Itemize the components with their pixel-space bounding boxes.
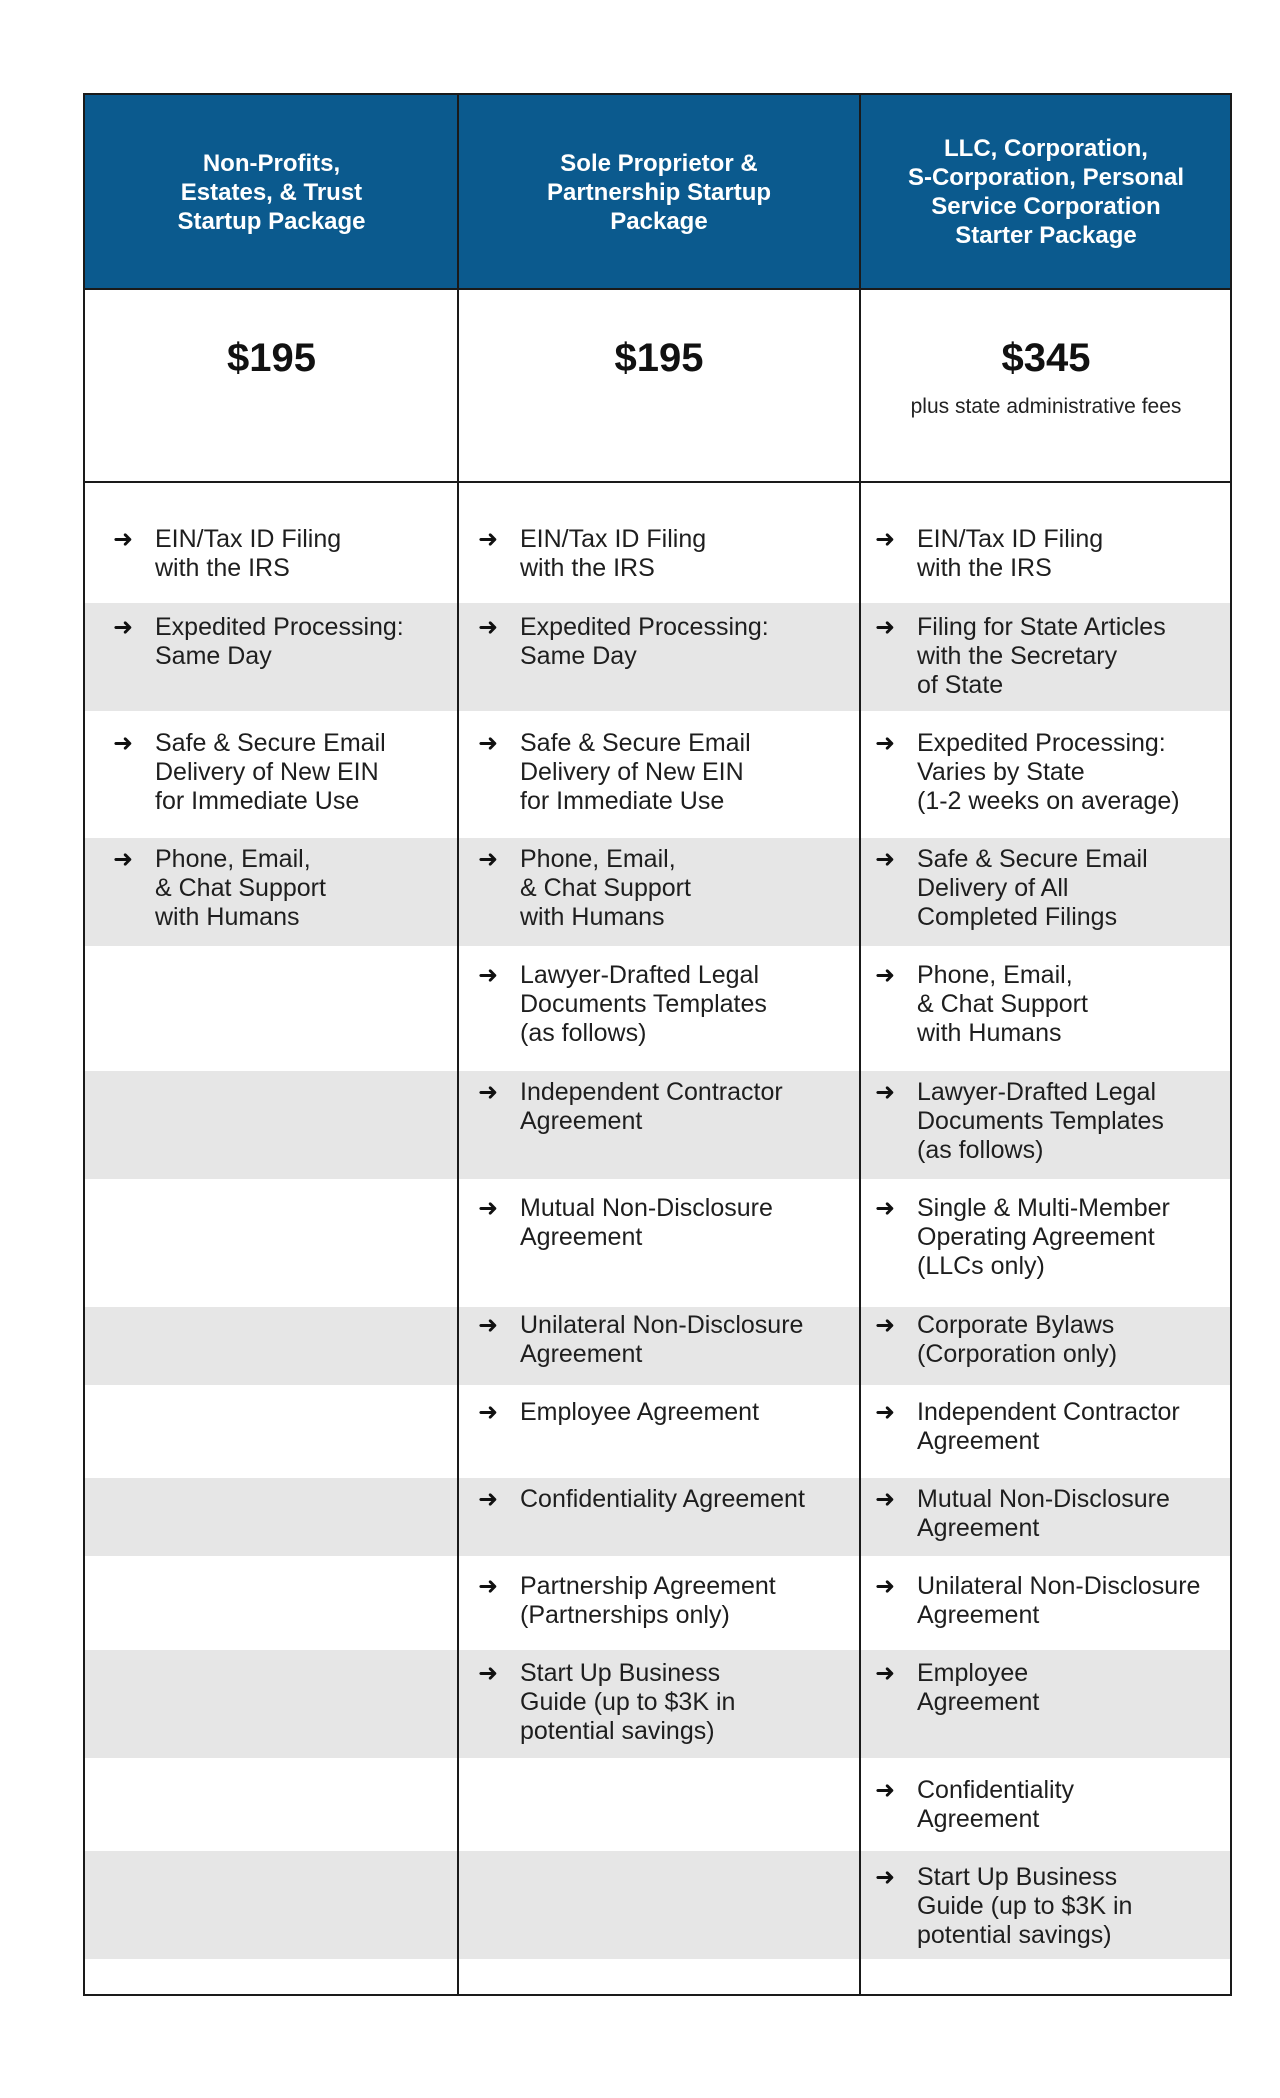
price-nonprofit: $195 <box>227 336 316 380</box>
price-note-state-fees: plus state administrative fees <box>910 395 1182 418</box>
feature-text: Safe & Secure Email Delivery of All Completed Filings <box>917 845 1148 931</box>
feature-text: Expedited Processing: Varies by State (1-2 weeks on average) <box>917 729 1180 815</box>
feature-text: Safe & Secure Email Delivery of New EIN for Immediate Use <box>520 729 751 815</box>
feature-text: Confidentiality Agreement <box>520 1485 805 1513</box>
feature-item <box>113 613 404 671</box>
price-llc-corporation: $345 <box>1001 336 1091 380</box>
arrow-right-icon: ➜ <box>113 526 134 553</box>
feature-text: Safe & Secure Email Delivery of New EIN for Immediate Use <box>155 729 386 815</box>
feature-item <box>875 1194 1170 1281</box>
arrow-right-icon: ➜ <box>478 962 499 989</box>
feature-item <box>875 961 1088 1048</box>
feature-item <box>875 845 1148 932</box>
feature-text: Independent Contractor Agreement <box>917 1398 1180 1455</box>
header-nonprofit-package: Non-Profits, Estates, & Trust Startup Package <box>177 149 366 235</box>
header-llc-corporation-package: LLC, Corporation, S-Corporation, Personal Service Corporation Starter Package <box>907 135 1185 249</box>
price-divider <box>85 481 1230 483</box>
feature-item <box>875 1776 1074 1834</box>
arrow-right-icon: ➜ <box>875 1486 896 1513</box>
feature-item <box>875 1863 1132 1950</box>
pricing-table <box>83 93 1232 1996</box>
feature-item <box>478 961 767 1048</box>
feature-text: EIN/Tax ID Filing with the IRS <box>917 525 1104 582</box>
arrow-right-icon: ➜ <box>875 730 896 757</box>
feature-text: Expedited Processing: Same Day <box>155 613 404 670</box>
header-sole-proprietor-package: Sole Proprietor & Partnership Startup Package <box>546 149 772 235</box>
feature-text: Single & Multi-Member Operating Agreement (LLCs only) <box>917 1194 1170 1280</box>
feature-item <box>875 1078 1164 1165</box>
feature-item <box>113 525 341 583</box>
feature-item <box>478 845 691 932</box>
arrow-right-icon: ➜ <box>875 614 896 641</box>
arrow-right-icon: ➜ <box>478 1195 499 1222</box>
feature-item <box>478 525 706 583</box>
arrow-right-icon: ➜ <box>875 1864 896 1891</box>
feature-text: EIN/Tax ID Filing with the IRS <box>155 525 342 582</box>
feature-item <box>113 845 326 932</box>
arrow-right-icon: ➜ <box>875 1079 896 1106</box>
feature-text: Phone, Email, & Chat Support with Humans <box>917 961 1088 1047</box>
feature-item <box>875 1398 1180 1456</box>
feature-text: EIN/Tax ID Filing with the IRS <box>520 525 707 582</box>
feature-item <box>478 1659 735 1746</box>
arrow-right-icon: ➜ <box>875 1777 896 1804</box>
feature-text: Lawyer-Drafted Legal Documents Templates (as follows) <box>520 961 767 1047</box>
feature-text: Expedited Processing: Same Day <box>520 613 769 670</box>
header-divider <box>85 288 1230 290</box>
arrow-right-icon: ➜ <box>875 526 896 553</box>
arrow-right-icon: ➜ <box>875 1660 896 1687</box>
feature-item <box>478 1572 776 1630</box>
arrow-right-icon: ➜ <box>478 1573 499 1600</box>
arrow-right-icon: ➜ <box>113 730 134 757</box>
feature-item <box>875 1311 1117 1369</box>
feature-text: Independent Contractor Agreement <box>520 1078 783 1135</box>
column-divider <box>859 95 861 1994</box>
arrow-right-icon: ➜ <box>478 614 499 641</box>
feature-text: Corporate Bylaws (Corporation only) <box>917 1311 1118 1368</box>
feature-item <box>875 1659 1039 1717</box>
arrow-right-icon: ➜ <box>875 1573 896 1600</box>
feature-text: Lawyer-Drafted Legal Documents Templates (as follows) <box>917 1078 1164 1164</box>
feature-text: Employee Agreement <box>917 1659 1040 1716</box>
arrow-right-icon: ➜ <box>875 846 896 873</box>
feature-item <box>478 1485 805 1514</box>
feature-item <box>478 1194 773 1252</box>
feature-item <box>478 1311 803 1369</box>
feature-item <box>478 1398 759 1427</box>
feature-item <box>113 729 386 816</box>
column-divider <box>457 95 459 1994</box>
feature-text: Confidentiality Agreement <box>917 1776 1075 1833</box>
price-cell-sole-proprietor <box>458 291 860 481</box>
arrow-right-icon: ➜ <box>478 1486 499 1513</box>
feature-item <box>478 1078 783 1136</box>
arrow-right-icon: ➜ <box>478 1399 499 1426</box>
arrow-right-icon: ➜ <box>875 1399 896 1426</box>
feature-text: Employee Agreement <box>520 1398 760 1426</box>
feature-text: Start Up Business Guide (up to $3K in potential savings) <box>520 1659 736 1745</box>
feature-text: Mutual Non-Disclosure Agreement <box>520 1194 773 1251</box>
price-cell-nonprofit <box>85 291 458 481</box>
arrow-right-icon: ➜ <box>478 846 499 873</box>
feature-text: Phone, Email, & Chat Support with Humans <box>155 845 326 931</box>
feature-text: Filing for State Articles with the Secretary of State <box>917 613 1166 699</box>
feature-item <box>875 613 1166 700</box>
arrow-right-icon: ➜ <box>478 526 499 553</box>
arrow-right-icon: ➜ <box>113 846 134 873</box>
price-sole-proprietor: $195 <box>614 336 704 380</box>
feature-item <box>875 1572 1200 1630</box>
feature-text: Partnership Agreement (Partnerships only) <box>520 1572 776 1629</box>
feature-item <box>478 613 769 671</box>
feature-text: Unilateral Non-Disclosure Agreement <box>520 1311 804 1368</box>
feature-text: Start Up Business Guide (up to $3K in potential savings) <box>917 1863 1133 1949</box>
price-cell-llc-corporation <box>860 291 1232 481</box>
arrow-right-icon: ➜ <box>113 614 134 641</box>
arrow-right-icon: ➜ <box>875 1312 896 1339</box>
feature-item <box>875 1485 1170 1543</box>
feature-item <box>875 525 1103 583</box>
arrow-right-icon: ➜ <box>478 730 499 757</box>
feature-item <box>478 729 751 816</box>
feature-text: Unilateral Non-Disclosure Agreement <box>917 1572 1201 1629</box>
arrow-right-icon: ➜ <box>875 962 896 989</box>
arrow-right-icon: ➜ <box>875 1195 896 1222</box>
feature-item <box>875 729 1180 816</box>
arrow-right-icon: ➜ <box>478 1660 499 1687</box>
arrow-right-icon: ➜ <box>478 1079 499 1106</box>
feature-text: Mutual Non-Disclosure Agreement <box>917 1485 1170 1542</box>
feature-text: Phone, Email, & Chat Support with Humans <box>520 845 691 931</box>
arrow-right-icon: ➜ <box>478 1312 499 1339</box>
